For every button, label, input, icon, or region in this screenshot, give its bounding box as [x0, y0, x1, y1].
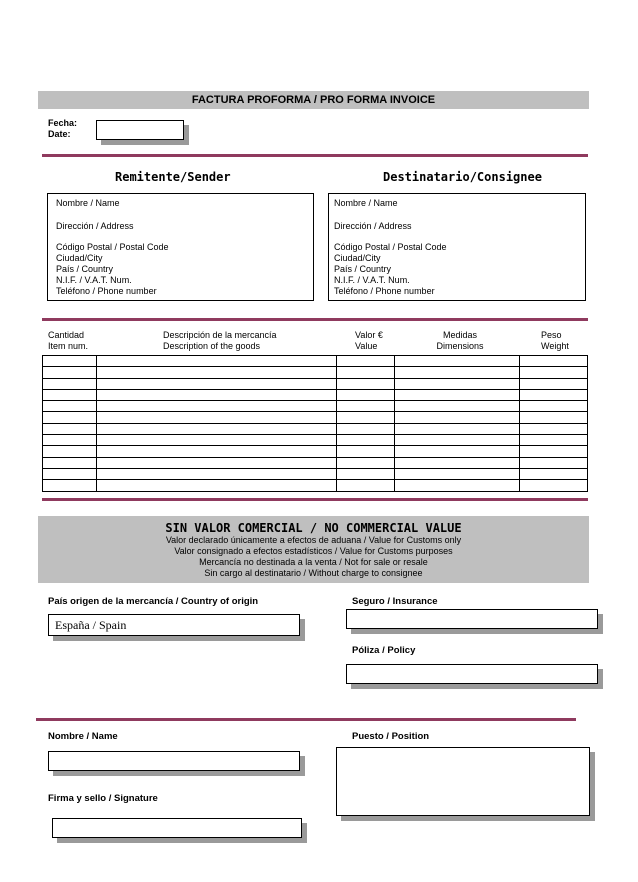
no-commercial-value-heading: SIN VALOR COMERCIAL / NO COMMERCIAL VALUE [165, 521, 462, 535]
table-cell[interactable] [395, 423, 520, 434]
table-cell[interactable] [337, 435, 395, 446]
sender-name-label: Nombre / Name [56, 198, 120, 208]
col-header-dimensions-es: Medidas [442, 330, 478, 340]
table-cell[interactable] [337, 423, 395, 434]
date-label-es: Fecha: [48, 118, 78, 128]
insurance-field[interactable] [346, 609, 598, 629]
consignee-country-label: País / Country [334, 264, 392, 274]
table-cell[interactable] [43, 401, 97, 412]
table-row [43, 401, 588, 412]
col-header-quantity-en: Item num. [48, 341, 89, 351]
table-cell[interactable] [96, 389, 337, 400]
policy-field[interactable] [346, 664, 598, 684]
consignee-name-label: Nombre / Name [334, 198, 398, 208]
sender-phone-label: Teléfono / Phone number [56, 286, 157, 296]
table-cell[interactable] [337, 412, 395, 423]
page-title: FACTURA PROFORMA / PRO FORMA INVOICE [38, 91, 589, 109]
col-header-weight [541, 330, 569, 352]
table-row [43, 435, 588, 446]
sender-address-label: Dirección / Address [56, 221, 134, 231]
table-cell[interactable] [395, 435, 520, 446]
table-cell[interactable] [43, 480, 97, 491]
date-label [48, 118, 77, 140]
consignee-heading: Destinatario/Consignee [383, 170, 542, 184]
table-cell[interactable] [43, 378, 97, 389]
table-cell[interactable] [337, 356, 395, 367]
divider [42, 498, 588, 501]
col-header-description [163, 330, 277, 352]
no-value-line: Valor consignado a efectos estadísticos / Value for Customs purposes [174, 546, 453, 556]
no-value-line: Sin cargo al destinatario / Without charge to consignee [204, 568, 423, 578]
col-header-quantity [48, 330, 88, 352]
sender-heading: Remitente/Sender [115, 170, 231, 184]
table-row [43, 378, 588, 389]
table-cell[interactable] [395, 356, 520, 367]
table-cell[interactable] [520, 412, 588, 423]
table-cell[interactable] [43, 446, 97, 457]
col-header-weight-en: Weight [541, 341, 569, 351]
table-cell[interactable] [395, 457, 520, 468]
sender-city-label: Ciudad/City [56, 253, 103, 263]
table-cell[interactable] [337, 378, 395, 389]
table-cell[interactable] [96, 378, 337, 389]
table-row [43, 468, 588, 479]
table-cell[interactable] [520, 457, 588, 468]
divider [42, 318, 588, 321]
consignee-phone-label: Teléfono / Phone number [334, 286, 435, 296]
table-row [43, 446, 588, 457]
sender-box[interactable] [47, 193, 314, 301]
col-header-description-es: Descripción de la mercancía [163, 330, 277, 340]
table-cell[interactable] [395, 378, 520, 389]
table-cell[interactable] [96, 356, 337, 367]
table-cell[interactable] [43, 356, 97, 367]
table-cell[interactable] [337, 389, 395, 400]
table-cell[interactable] [43, 457, 97, 468]
table-cell[interactable] [520, 389, 588, 400]
table-cell[interactable] [520, 446, 588, 457]
table-row [43, 389, 588, 400]
col-header-dimensions-en: Dimensions [436, 341, 484, 351]
col-header-weight-es: Peso [541, 330, 562, 340]
position-field[interactable] [336, 747, 590, 816]
table-cell[interactable] [337, 457, 395, 468]
table-cell[interactable] [520, 367, 588, 378]
table-cell[interactable] [43, 367, 97, 378]
items-table [42, 355, 588, 492]
no-commercial-value-block [38, 516, 589, 583]
position-label: Puesto / Position [352, 731, 430, 742]
table-cell[interactable] [96, 480, 337, 491]
divider [42, 154, 588, 157]
name-label: Nombre / Name [48, 731, 118, 742]
consignee-postal-label: Código Postal / Postal Code [334, 242, 447, 252]
col-header-dimensions [430, 330, 490, 352]
table-cell[interactable] [43, 423, 97, 434]
col-header-value [355, 330, 383, 352]
consignee-box[interactable] [328, 193, 586, 301]
table-cell[interactable] [520, 378, 588, 389]
table-cell[interactable] [337, 468, 395, 479]
table-cell[interactable] [43, 468, 97, 479]
table-cell[interactable] [520, 435, 588, 446]
table-cell[interactable] [96, 401, 337, 412]
table-cell[interactable] [96, 412, 337, 423]
table-cell[interactable] [96, 435, 337, 446]
sender-vat-label: N.I.F. / V.A.T. Num. [56, 275, 132, 285]
table-cell[interactable] [395, 480, 520, 491]
origin-label: País origen de la mercancía / Country of origin [48, 596, 259, 607]
date-label-en: Date: [48, 129, 71, 139]
no-value-line: Valor declarado únicamente a efectos de aduana / Value for Customs only [165, 535, 462, 545]
table-row [43, 423, 588, 434]
col-header-quantity-es: Cantidad [48, 330, 85, 340]
table-cell[interactable] [520, 401, 588, 412]
table-cell[interactable] [43, 412, 97, 423]
table-cell[interactable] [520, 423, 588, 434]
table-row [43, 356, 588, 367]
table-cell[interactable] [43, 435, 97, 446]
table-cell[interactable] [395, 446, 520, 457]
consignee-vat-label: N.I.F. / V.A.T. Num. [334, 275, 410, 285]
no-value-line: Mercancía no destinada a la venta / Not for sale or resale [199, 557, 428, 567]
name-field[interactable] [48, 751, 300, 771]
date-field[interactable] [96, 120, 184, 140]
sender-country-label: País / Country [56, 264, 114, 274]
divider [36, 718, 576, 721]
table-cell[interactable] [395, 468, 520, 479]
table-cell[interactable] [96, 446, 337, 457]
col-header-description-en: Description of the goods [163, 341, 261, 351]
insurance-label: Seguro / Insurance [352, 596, 438, 607]
table-cell[interactable] [395, 412, 520, 423]
table-cell[interactable] [337, 401, 395, 412]
table-cell[interactable] [43, 389, 97, 400]
origin-field[interactable]: España / Spain [48, 614, 300, 636]
table-cell[interactable] [96, 367, 337, 378]
table-cell[interactable] [520, 356, 588, 367]
table-cell[interactable] [337, 480, 395, 491]
table-cell[interactable] [96, 423, 337, 434]
table-cell[interactable] [520, 480, 588, 491]
table-row [43, 480, 588, 491]
policy-label: Póliza / Policy [352, 645, 416, 656]
items-table-body [43, 356, 588, 492]
table-cell[interactable] [337, 446, 395, 457]
table-cell[interactable] [520, 468, 588, 479]
signature-field[interactable] [52, 818, 302, 838]
consignee-address-label: Dirección / Address [334, 221, 412, 231]
consignee-city-label: Ciudad/City [334, 253, 381, 263]
table-cell[interactable] [96, 468, 337, 479]
table-cell[interactable] [395, 367, 520, 378]
table-cell[interactable] [337, 367, 395, 378]
col-header-value-en: Value [355, 341, 378, 351]
table-cell[interactable] [395, 401, 520, 412]
sender-postal-label: Código Postal / Postal Code [56, 242, 169, 252]
table-row [43, 412, 588, 423]
table-row [43, 367, 588, 378]
table-cell[interactable] [395, 389, 520, 400]
signature-label: Firma y sello / Signature [48, 793, 158, 804]
table-cell[interactable] [96, 457, 337, 468]
table-row [43, 457, 588, 468]
col-header-value-es: Valor € [355, 330, 383, 340]
